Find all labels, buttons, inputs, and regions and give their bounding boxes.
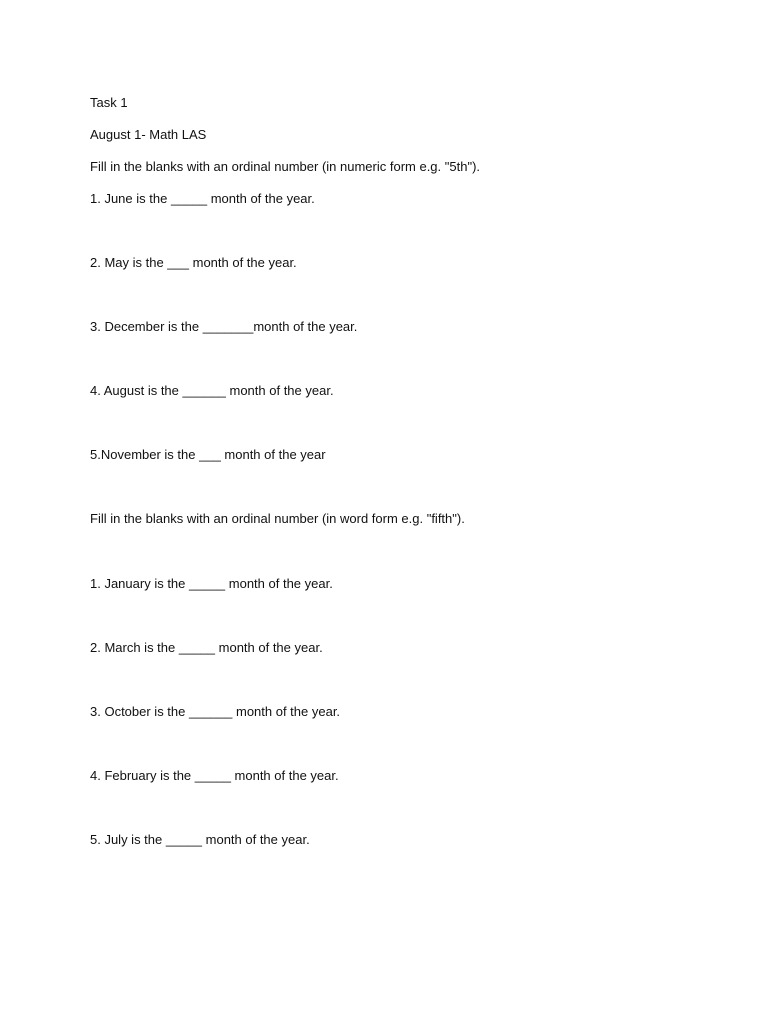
section2-question: 2. March is the _____ month of the year. (90, 640, 323, 655)
section2-question: 1. January is the _____ month of the year. (90, 576, 333, 591)
section1-question: 4. August is the ______ month of the year. (90, 383, 334, 398)
section2-question: 4. February is the _____ month of the year. (90, 768, 339, 783)
section2-instruction: Fill in the blanks with an ordinal number (in word form e.g. "fifth"). (90, 511, 465, 526)
section1-question: 2. May is the ___ month of the year. (90, 255, 297, 270)
section1-question: 1. June is the _____ month of the year. (90, 191, 315, 206)
section1-question: 5.November is the ___ month of the year (90, 447, 326, 462)
task-title: Task 1 (90, 95, 128, 110)
document-subtitle: August 1- Math LAS (90, 127, 207, 142)
section1-instruction: Fill in the blanks with an ordinal number (in numeric form e.g. "5th"). (90, 159, 481, 174)
section2-question: 5. July is the _____ month of the year. (90, 832, 310, 847)
section1-question: 3. December is the _______month of the year. (90, 319, 358, 334)
section2-question: 3. October is the ______ month of the year. (90, 704, 341, 719)
